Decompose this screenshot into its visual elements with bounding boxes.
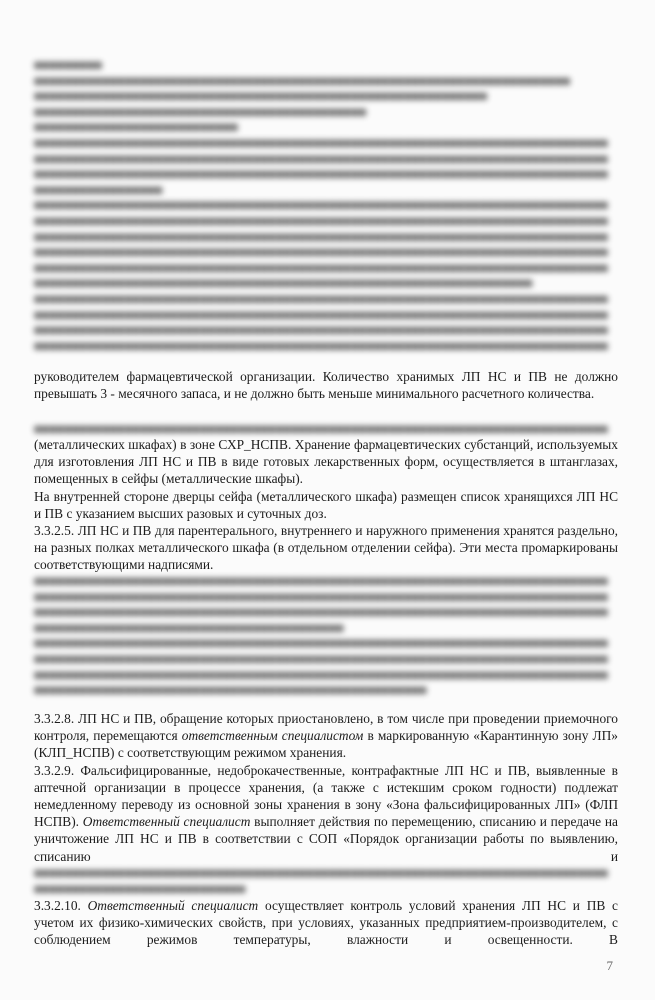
paragraph-door-list: На внутренней стороне дверцы сейфа (металлического шкафа) размещен список хранящихся ЛП НС и ПВ с указанием высших разовых и суточных доз. [34, 488, 618, 521]
blurred-text-region: ■■■■■■■■■ ■■■■■■■■■■■■■■■■■■■■■■■■■■■■■■■■■■■■■■■■■■■■■■■■■■■■■■■■■■■■■■■■■■■■■■■ ■■■■■■■■■■■■■■■■■■■■■■■■■■■■■■■■■■■■■■■■■■■■■■■■■■■■■■■■■■■■ ■■■■■■■■■■■■■■■■■■■■■■■■■■■■■■■■■■■■■■■■■■■■ ■■■■■■■■■■■■■■■■■■■■■■■■■■■ ■■■■■■■■■■■■■■■■■■■■■■■■■■■■■■■■■■■■■■■■■■■■■■■■■■■■■■■■■■■■■■■■■■■■■■■■■■■■ ■■■■■■■■■■■■■■■■■■■■■■■■■■■■■■■■■■■■■■■■■■■■■■■■■■■■■■■■■■■■■■■■■■■■■■■■■■■■ ■■■■■■■■■■■■■■■■■■■■■■■■■■■■■■■■■■■■■■■■■■■■■■■■■■■■■■■■■■■■■■■■■■■■■■■■■■■■ ■■■■■■■■■■■■■■■■■ ■■■■■■■■■■■■■■■■■■■■■■■■■■■■■■■■■■■■■■■■■■■■■■■■■■■■■■■■■■■■■■■■■■■■■■■■■■■■ ■■■■■■■■■■■■■■■■■■■■■■■■■■■■■■■■■■■■■■■■■■■■■■■■■■■■■■■■■■■■■■■■■■■■■■■■■■■■ ■■■■■■■■■■■■■■■■■■■■■■■■■■■■■■■■■■■■■■■■■■■■■■■■■■■■■■■■■■■■■■■■■■■■■■■■■■■■ ■■■■■■■■■■■■■■■■■■■■■■■■■■■■■■■■■■■■■■■■■■■■■■■■■■■■■■■■■■■■■■■■■■■■■■■■■■■■ ■■■■■■■■■■■■■■■■■■■■■■■■■■■■■■■■■■■■■■■■■■■■■■■■■■■■■■■■■■■■■■■■■■■■■■■■■■■■ ■■■■■■■■■■■■■■■■■■■■■■■■■■■■■■■■■■■■■■■■■■■■■■■■■■■■■■■■■■■■■■■■■■ ■■■■■■■■■■■■■■■■■■■■■■■■■■■■■■■■■■■■■■■■■■■■■■■■■■■■■■■■■■■■■■■■■■■■■■■■■■■■ ■■■■■■■■■■■■■■■■■■■■■■■■■■■■■■■■■■■■■■■■■■■■■■■■■■■■■■■■■■■■■■■■■■■■■■■■■■■■ ■■■■■■■■■■■■■■■■■■■■■■■■■■■■■■■■■■■■■■■■■■■■■■■■■■■■■■■■■■■■■■■■■■■■■■■■■■■■ ■■■■■■■■■■■■■■■■■■■■■■■■■■■■■■■■■■■■■■■■■■■■■■■■■■■■■■■■■■■■■■■■■■■■■■■■■■■■ [34, 58, 608, 353]
paragraph-3-3-2-8-part-a: 3.3.2.8. ЛП НС и ПВ, обращение которых приостановлено, в том числе при проведении приемочного контроля, перемещаются [34, 711, 618, 744]
paragraph-3-3-2-9-emphasis: Ответственный специалист [82, 814, 251, 830]
text-block-conditions [34, 897, 618, 949]
paragraph-3-3-2-10 [34, 897, 618, 949]
page-number: 7 [606, 958, 613, 973]
paragraph-3-3-2-10-part-b: осуществляет контроль условий хранения ЛП НС и ПВ с учетом их физико-химических свойств, при условиях, указанных предприятием-производителем, с соблюдением режимов температуры, влажности и освещенности. В [34, 898, 618, 948]
paragraph-3-3-2-4-tail: руководителем фармацевтической организации. Количество хранимых ЛП НС и ПВ не должно превышать 3 - месячного запаса, и не должно быть меньше минимального расчетного количества. [34, 369, 618, 402]
paragraph-3-3-2-5: 3.3.2.5. ЛП НС и ПВ для парентерального, внутреннего и наружного применения хранятся раздельно, на разных полках металлического шкафа (в отдельном отделении сейфа). Эти места промаркированы соответствующими надписями. [34, 523, 618, 573]
paragraph-3-3-2-10-part-a: 3.3.2.10. [34, 898, 88, 913]
blurred-text-region: ■■■■■■■■■■■■■■■■■■■■■■■■■■■■■■■■■■■■■■■■■■■■■■■■■■■■■■■■■■■■■■■■■■■■■■■■■■■■ [34, 422, 608, 436]
paragraph-3-3-2-8-part-b: в маркированную «Карантинную зону ЛП» (КЛП_НСПВ) с соответствующим режимом хранения. [34, 728, 619, 761]
text-block-quarantine [34, 710, 618, 865]
text-block-quantity [34, 368, 618, 402]
paragraph-3-3-2-9-part-a: 3.3.2.9. Фальсифицированные, недоброкачественные, контрафактные ЛП НС и ПВ, выявленные в аптечной организации в процессе хранения, (а также с истекшим сроком годности) подлежат немедленному переводу из основной зоны хранения в зону «Зона фальсифицированных ЛП» (ФЛП НСПВ). [34, 762, 618, 830]
paragraph-3-3-2-8-emphasis: ответственным специалистом [181, 728, 364, 744]
paragraph-3-3-2-9 [34, 762, 618, 865]
paragraph-3-3-2-10-emphasis: Ответственный специалист [87, 898, 259, 913]
paragraph-3-3-2-9-part-b: выполняет действия по перемещению, списанию и передаче на уничтожение ЛП НС и ПВ в соответствии с СОП «Порядок организации работы по выявлению, списанию и [34, 814, 619, 864]
text-block-storage [34, 436, 618, 574]
paragraph-3-3-2-8 [34, 710, 618, 762]
blurred-text-region: ■■■■■■■■■■■■■■■■■■■■■■■■■■■■■■■■■■■■■■■■■■■■■■■■■■■■■■■■■■■■■■■■■■■■■■■■■■■■ ■■■■■■■■■■■■■■■■■■■■■■■■■■■■■■■■■■■■■■■■■■■■■■■■■■■■■■■■■■■■■■■■■■■■■■■■■■■■ ■■■■■■■■■■■■■■■■■■■■■■■■■■■■■■■■■■■■■■■■■■■■■■■■■■■■■■■■■■■■■■■■■■■■■■■■■■■■ ■■■■■■■■■■■■■■■■■■■■■■■■■■■■■■■■■■■■■■■■■ ■■■■■■■■■■■■■■■■■■■■■■■■■■■■■■■■■■■■■■■■■■■■■■■■■■■■■■■■■■■■■■■■■■■■■■■■■■■■ ■■■■■■■■■■■■■■■■■■■■■■■■■■■■■■■■■■■■■■■■■■■■■■■■■■■■■■■■■■■■■■■■■■■■■■■■■■■■ ■■■■■■■■■■■■■■■■■■■■■■■■■■■■■■■■■■■■■■■■■■■■■■■■■■■■■■■■■■■■■■■■■■■■■■■■■■■■ ■■■■■■■■■■■■■■■■■■■■■■■■■■■■■■■■■■■■■■■■■■■■■■■■■■■■ [34, 574, 608, 698]
paragraph-storage-cabinets: (металлических шкафах) в зоне СХР_НСПВ. Хранение фармацевтических субстанций, используемых для изготовления ЛП НС и ПВ в виде готовых лекарственных форм, осуществляется в штанглазах, помещенных в сейфы (металлические шкафы). [34, 437, 618, 487]
blurred-text-region: ■■■■■■■■■■■■■■■■■■■■■■■■■■■■■■■■■■■■■■■■■■■■■■■■■■■■■■■■■■■■■■■■■■■■■■■■■■■■ ■■■■■■■■■■■■■■■■■■■■■■■■■■■■ [34, 866, 608, 896]
